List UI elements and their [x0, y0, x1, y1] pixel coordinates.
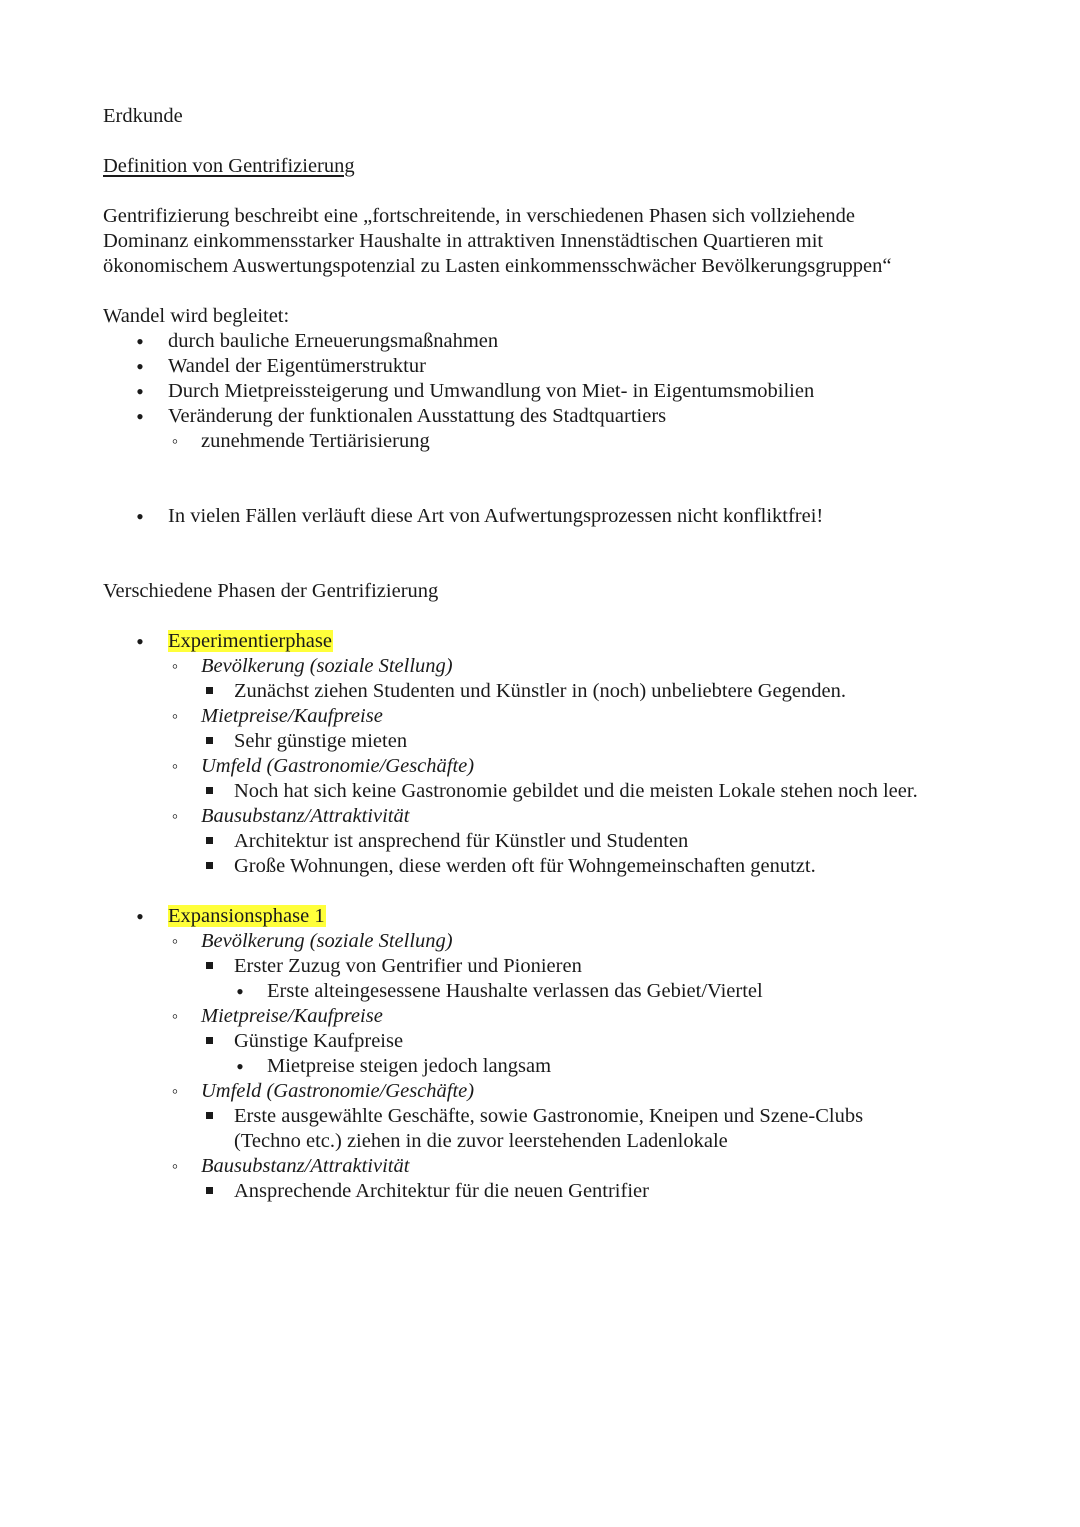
- bullet-icon: [230, 1054, 250, 1079]
- wandel-intro: Wandel wird begleitet:: [103, 305, 290, 327]
- phase-title-expansion1: [168, 904, 326, 929]
- detail-item: Sehr günstige mieten: [234, 730, 408, 752]
- phasen-heading: Verschiedene Phasen der Gentrifizierung: [103, 580, 439, 602]
- detail-item: Erster Zuzug von Gentrifier und Pionieren: [234, 955, 582, 977]
- detail-subitem: Erste alteingesessene Haushalte verlassen das Gebiet/Viertel: [267, 980, 763, 1002]
- definition-line: Gentrifizierung beschreibt eine „fortschreitende, in verschiedenen Phasen sich vollziehende: [103, 205, 855, 227]
- phase-title-experimentier: [168, 629, 333, 654]
- bullet-icon: [130, 329, 150, 354]
- circle-bullet-icon: [165, 1079, 185, 1104]
- square-bullet-icon: [199, 1029, 219, 1054]
- detail-item: Ansprechende Architektur für die neuen Gentrifier: [234, 1180, 649, 1202]
- conflict-note: In vielen Fällen verläuft diese Art von Aufwertungsprozessen nicht konfliktfrei!: [168, 505, 824, 527]
- bullet-icon: [130, 904, 150, 929]
- category-label: Bevölkerung (soziale Stellung): [201, 930, 453, 952]
- circle-bullet-icon: [165, 654, 185, 679]
- bullet-icon: [230, 979, 250, 1004]
- square-bullet-icon: [199, 829, 219, 854]
- list-item: Wandel der Eigentümerstruktur: [168, 355, 426, 377]
- category-label: Mietpreise/Kaufpreise: [201, 705, 383, 727]
- bullet-icon: [130, 629, 150, 654]
- list-item: durch bauliche Erneuerungsmaßnahmen: [168, 330, 499, 352]
- highlighted-phase-title: Experimentierphase: [168, 630, 332, 652]
- detail-item: Erste ausgewählte Geschäfte, sowie Gastronomie, Kneipen und Szene-Clubs: [234, 1105, 864, 1127]
- detail-item: Noch hat sich keine Gastronomie gebildet und die meisten Lokale stehen noch leer.: [234, 780, 918, 802]
- square-bullet-icon: [199, 729, 219, 754]
- circle-bullet-icon: [165, 929, 185, 954]
- category-label: Bevölkerung (soziale Stellung): [201, 655, 453, 677]
- square-bullet-icon: [199, 1179, 219, 1204]
- subject-title: Erdkunde: [103, 105, 183, 127]
- square-bullet-icon: [199, 954, 219, 979]
- square-bullet-icon: [199, 854, 219, 879]
- bullet-icon: [130, 379, 150, 404]
- detail-item-continuation: (Techno etc.) ziehen in die zuvor leerstehenden Ladenlokale: [234, 1130, 728, 1152]
- circle-bullet-icon: [165, 804, 185, 829]
- detail-item: Architektur ist ansprechend für Künstler und Studenten: [234, 830, 689, 852]
- circle-bullet-icon: [165, 754, 185, 779]
- circle-bullet-icon: [165, 1004, 185, 1029]
- detail-item: Günstige Kaufpreise: [234, 1030, 404, 1052]
- category-label: Bausubstanz/Attraktivität: [201, 805, 410, 827]
- bullet-icon: [130, 504, 150, 529]
- circle-bullet-icon: [165, 429, 185, 454]
- detail-subitem: Mietpreise steigen jedoch langsam: [267, 1055, 552, 1077]
- category-label: Bausubstanz/Attraktivität: [201, 1155, 410, 1177]
- bullet-icon: [130, 404, 150, 429]
- square-bullet-icon: [199, 779, 219, 804]
- definition-line: ökonomischem Auswertungspotenzial zu Lasten einkommensschwächer Bevölkerungsgruppen“: [103, 255, 892, 277]
- bullet-icon: [130, 354, 150, 379]
- list-subitem: zunehmende Tertiärisierung: [201, 430, 430, 452]
- definition-line: Dominanz einkommensstarker Haushalte in attraktiven Innenstädtischen Quartieren mit: [103, 230, 824, 252]
- detail-item: Große Wohnungen, diese werden oft für Wohngemeinschaften genutzt.: [234, 855, 816, 877]
- category-label: Mietpreise/Kaufpreise: [201, 1005, 383, 1027]
- detail-item: Zunächst ziehen Studenten und Künstler in (noch) unbeliebtere Gegenden.: [234, 680, 846, 702]
- category-label: Umfeld (Gastronomie/Geschäfte): [201, 755, 475, 777]
- circle-bullet-icon: [165, 1154, 185, 1179]
- list-item: Durch Mietpreissteigerung und Umwandlung von Miet- in Eigentumsmobilien: [168, 380, 815, 402]
- circle-bullet-icon: [165, 704, 185, 729]
- list-item: Veränderung der funktionalen Ausstattung des Stadtquartiers: [168, 405, 667, 427]
- highlighted-phase-title: Expansionsphase 1: [168, 905, 325, 927]
- definition-heading: Definition von Gentrifizierung: [103, 155, 355, 177]
- category-label: Umfeld (Gastronomie/Geschäfte): [201, 1080, 475, 1102]
- square-bullet-icon: [199, 679, 219, 704]
- square-bullet-icon: [199, 1104, 219, 1129]
